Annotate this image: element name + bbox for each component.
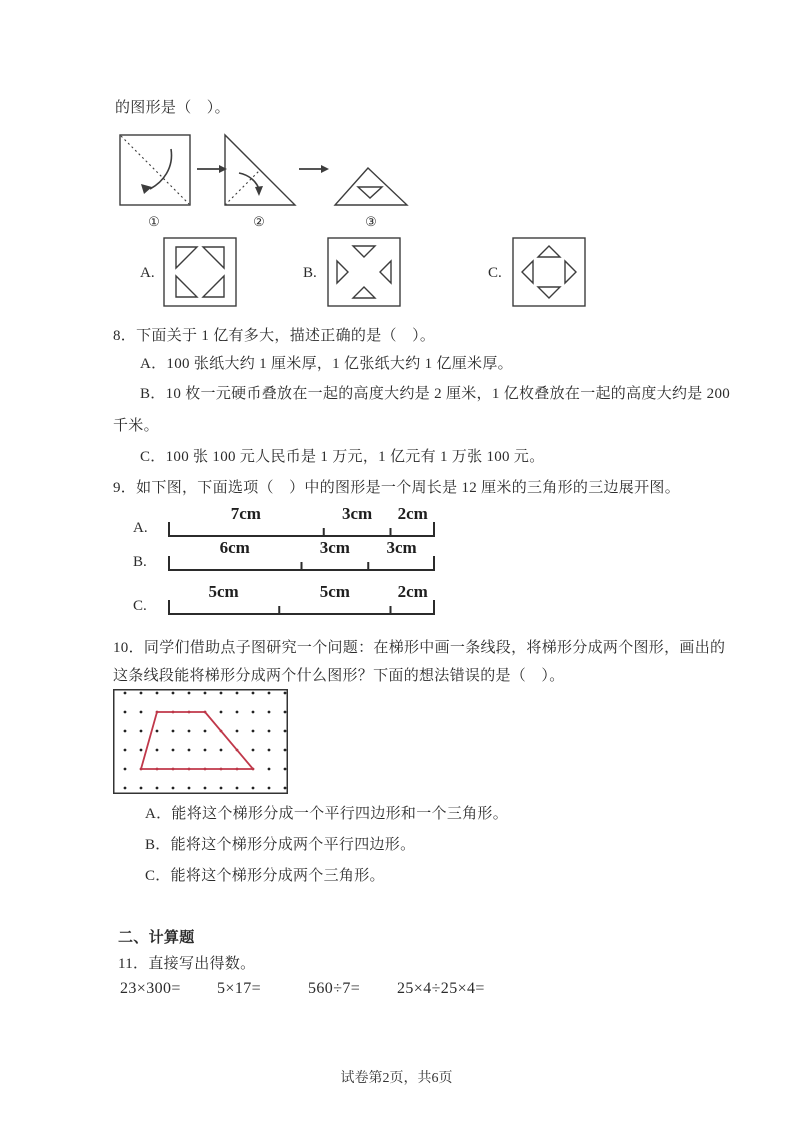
grid-dot (252, 787, 255, 790)
q7-option-c-label: C. (488, 265, 502, 281)
q7-option-a-figure (163, 237, 237, 307)
grid-dot (284, 749, 287, 752)
grid-dot (268, 692, 271, 695)
q11-stem: 11．直接写出得数。 (118, 956, 256, 972)
dot-grid-svg (113, 689, 288, 794)
result-notch-triangle (358, 187, 382, 198)
grid-dot (268, 749, 271, 752)
ruler-label: A. (133, 520, 148, 536)
grid-dot (220, 787, 223, 790)
grid-dot (124, 768, 127, 771)
ruler-label: C. (133, 598, 147, 614)
option-b-square (328, 238, 400, 306)
corner-triangle-tl (176, 247, 197, 268)
inward-triangle-top (353, 246, 375, 257)
q7-option-b-label: B. (303, 265, 317, 281)
q11-expr-1: 23×300= (120, 980, 181, 997)
grid-dot (252, 711, 255, 714)
outward-triangle-top (538, 246, 560, 257)
grid-dot (188, 749, 191, 752)
inward-triangle-right (380, 261, 391, 283)
grid-dot (236, 787, 239, 790)
grid-dot (140, 692, 143, 695)
q9-stem: 9．如下图，下面选项（ ）中的图形是一个周长是 12 厘米的三角形的三边展开图。 (113, 480, 681, 496)
q7-option-b-figure (327, 237, 401, 307)
q11-expr-3: 560÷7= (308, 980, 361, 997)
segment-length-label: 3cm (342, 504, 373, 523)
grid-dot (156, 787, 159, 790)
q8-option-b-cont: 千米。 (113, 418, 159, 434)
grid-dot (268, 787, 271, 790)
trapezoid-outline (141, 712, 253, 769)
q8-option-b: B．10 枚一元硬币叠放在一起的高度大约是 2 厘米，1 亿枚叠放在一起的高度大约是 200 (140, 386, 731, 402)
segment-length-label: 7cm (230, 504, 261, 523)
grid-dot (220, 692, 223, 695)
grid-dot (124, 730, 127, 733)
q7-stem-tail: 的图形是（ ）。 (115, 100, 230, 116)
q10-option-c: C．能将这个梯形分成两个三角形。 (145, 868, 385, 884)
grid-dot (252, 749, 255, 752)
q9-ruler-c (127, 581, 447, 621)
corner-triangle-tr (203, 247, 224, 268)
grid-dot (172, 692, 175, 695)
grid-dot (156, 692, 159, 695)
q8-option-c: C．100 张 100 元人民币是 1 万元，1 亿元有 1 万张 100 元。 (140, 449, 545, 465)
grid-dot (124, 749, 127, 752)
q7-option-a-label: A. (140, 265, 155, 281)
grid-dot (220, 749, 223, 752)
segment-length-label: 5cm (319, 582, 350, 601)
grid-dot (204, 730, 207, 733)
q10-option-b: B．能将这个梯形分成两个平行四边形。 (145, 837, 416, 853)
segment-length-label: 6cm (219, 538, 250, 557)
grid-dot (124, 711, 127, 714)
ruler-label: B. (133, 554, 147, 570)
q10-stem-line1: 10．同学们借助点子图研究一个问题：在梯形中画一条线段，将梯形分成两个图形，画出的 (113, 640, 726, 656)
arrowhead-step-2 (321, 165, 329, 173)
option-a-square (164, 238, 236, 306)
outward-triangle-bottom (538, 287, 560, 298)
grid-dot (140, 787, 143, 790)
fold-square (120, 135, 190, 205)
grid-dot (140, 749, 143, 752)
grid-dot (284, 692, 287, 695)
grid-dot (236, 730, 239, 733)
grid-dot (140, 730, 143, 733)
arrowhead-step-1 (219, 165, 227, 173)
q9-ruler-b (127, 537, 447, 577)
grid-dot (172, 787, 175, 790)
grid-dot (220, 711, 223, 714)
grid-dot (172, 749, 175, 752)
outward-triangle-right (565, 261, 576, 283)
q11-expr-2: 5×17= (217, 980, 262, 997)
q7-option-c-figure (512, 237, 586, 307)
q11-expr-4: 25×4÷25×4= (397, 980, 485, 997)
grid-dot (252, 730, 255, 733)
q8-stem: 8．下面关于 1 亿有多大，描述正确的是（ ）。 (113, 328, 436, 344)
grid-dot (156, 730, 159, 733)
section2-title: 二、计算题 (118, 930, 195, 946)
grid-dot (204, 787, 207, 790)
segment-length-label: 2cm (397, 582, 428, 601)
ruler-svg (127, 537, 447, 577)
inward-triangle-left (337, 261, 348, 283)
fold-diagram-svg (113, 128, 413, 230)
grid-dot (284, 787, 287, 790)
q10-stem-line2: 这条线段能将梯形分成两个什么图形？下面的想法错误的是（ ）。 (113, 668, 565, 684)
page-footer: 试卷第2页，共6页 (340, 1071, 453, 1086)
arrowhead-2 (255, 186, 263, 196)
grid-dot (268, 730, 271, 733)
q8-option-a: A．100 张纸大约 1 厘米厚，1 亿张纸大约 1 亿厘米厚。 (140, 356, 513, 372)
grid-dot (268, 768, 271, 771)
grid-dot (188, 787, 191, 790)
fold-step-label-3: ③ (365, 214, 377, 229)
segment-length-label: 3cm (319, 538, 350, 557)
ruler-svg (127, 581, 447, 621)
grid-dot (268, 711, 271, 714)
segment-length-label: 5cm (208, 582, 239, 601)
grid-dot (236, 692, 239, 695)
segment-length-label: 3cm (386, 538, 417, 557)
grid-dot (284, 711, 287, 714)
inward-triangle-bottom (353, 287, 375, 298)
fold-triangle (225, 135, 295, 205)
grid-dot (188, 692, 191, 695)
grid-dot (204, 749, 207, 752)
grid-dot (284, 730, 287, 733)
option-c-square (513, 238, 585, 306)
q10-dot-grid (113, 689, 288, 794)
grid-dot (172, 730, 175, 733)
grid-dot (156, 749, 159, 752)
grid-dot (204, 692, 207, 695)
grid-dot (124, 787, 127, 790)
q7-fold-diagram (113, 128, 413, 230)
corner-triangle-br (203, 276, 224, 297)
fold-line-diagonal (121, 136, 189, 204)
fold-step-label-2: ② (253, 214, 265, 229)
dot-grid-border (114, 690, 288, 794)
grid-dot (236, 711, 239, 714)
grid-dot (252, 692, 255, 695)
fold-line-2 (225, 171, 259, 205)
outward-triangle-left (522, 261, 533, 283)
segment-length-label: 2cm (397, 504, 428, 523)
fold-step-label-1: ① (148, 214, 160, 229)
grid-dot (140, 711, 143, 714)
fold-arrow-curve-2 (239, 173, 259, 189)
corner-triangle-bl (176, 276, 197, 297)
grid-dot (124, 692, 127, 695)
grid-dot (284, 768, 287, 771)
grid-dot (188, 730, 191, 733)
q10-option-a: A．能将这个梯形分成一个平行四边形和一个三角形。 (145, 806, 509, 822)
